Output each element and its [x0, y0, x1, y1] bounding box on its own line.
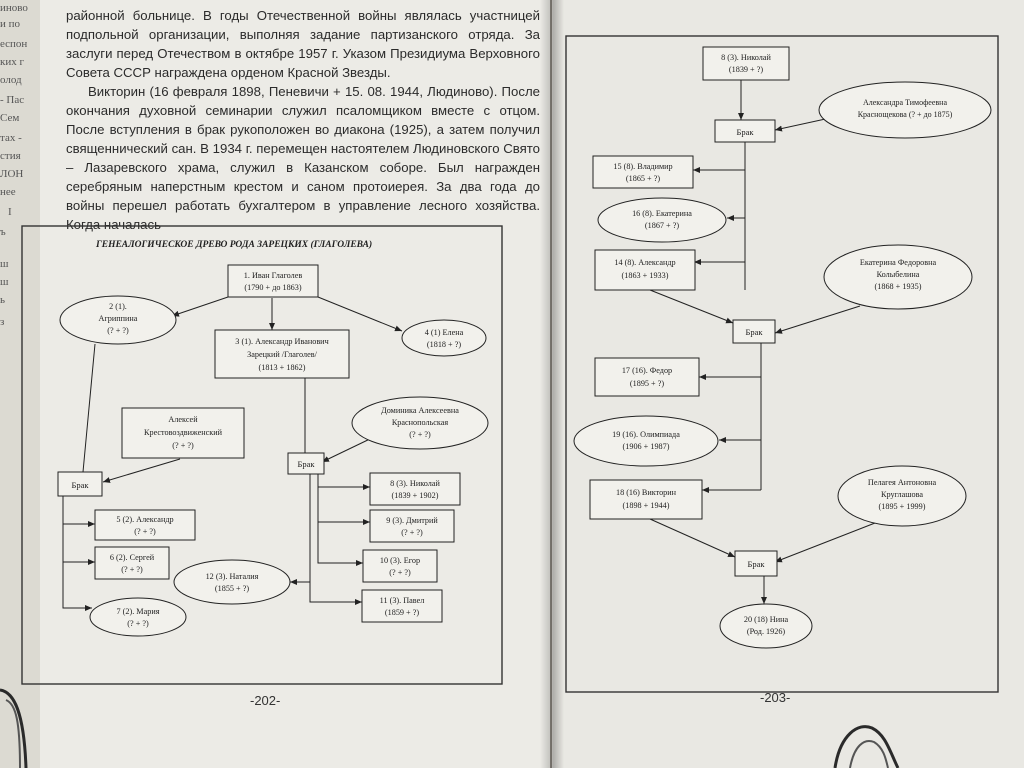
paragraph-2: Викторин (16 февраля 1898, Пеневичи + 15. 08. 1944, Людиново). После окончания духовной семинарии служил псаломщиком вместе с отцом. После вступления в брак рукоположен во диакона (1925), а затем получил священнический сан. В 1934 г. перемещен настоятелем Людиновского Свято – Лазаревского храма, служил в Казанском соборе. Был награжден серебряным наперстным крестом и саном протоиерея. За два года до войны перешел работать бухгалтером в управление лесного хозяйства. Когда началась — [66, 84, 540, 232]
node-line: Агриппина — [98, 314, 138, 323]
node-line: 4 (1) Елена — [424, 328, 464, 337]
node-alexander-ivanovich — [215, 330, 349, 378]
node-line: (? + ?) — [121, 565, 143, 574]
paragraph-1: районной больнице. В годы Отечественной войны являлась участницей подпольной организации, выполняя задание партизанского отряда. За заслуги перед Отечеством в октябре 1957 г. Указом Президиума Верховного Совета СССР награждена орденом Красной Звезды. — [66, 8, 540, 80]
node-line: (? + ?) — [389, 568, 411, 577]
node-line: Александра Тимофеевна — [862, 98, 948, 107]
node-line: (? + ?) — [107, 326, 129, 335]
node-line: Брак — [745, 327, 763, 337]
r-node-ekaterina — [598, 198, 726, 242]
node-line: 12 (3). Наталия — [205, 572, 259, 581]
node-line: (1895 + 1999) — [878, 502, 926, 511]
node-line: Брак — [71, 480, 89, 490]
node-line: 14 (8). Александр — [614, 258, 676, 267]
node-line: Брак — [297, 459, 315, 469]
node-line: (1868 + 1935) — [874, 282, 922, 291]
node-agrippina — [60, 296, 176, 344]
node-brak-center — [288, 453, 324, 474]
node-line: Брак — [736, 127, 754, 137]
r-node-brak-3 — [735, 551, 777, 576]
prev-fragment: ких г — [0, 56, 24, 68]
prev-fragment: тах - — [0, 132, 22, 144]
node-line: (1865 + ?) — [625, 174, 661, 183]
node-line: (1863 + 1933) — [621, 271, 669, 280]
r-node-vladimir — [593, 156, 693, 188]
r-node-fedor — [595, 358, 699, 396]
node-line: Колыбелина — [876, 270, 920, 279]
node-line: (1813 + 1862) — [258, 363, 306, 372]
prev-fragment: I — [8, 206, 12, 218]
paper-clip-right — [835, 727, 898, 768]
node-line: (? + ?) — [409, 430, 431, 439]
node-line: Брак — [747, 559, 765, 569]
node-line: (? + ?) — [172, 441, 194, 450]
node-alexey — [122, 408, 244, 458]
node-line: 8 (3). Николай — [721, 53, 771, 62]
node-pavel — [362, 590, 442, 622]
r-node-olimpiada — [574, 416, 718, 466]
prev-fragment: Сем — [0, 112, 20, 124]
prev-fragment: еспон — [0, 38, 28, 50]
node-line: (1859 + ?) — [384, 608, 420, 617]
node-line: 19 (16). Олимпиада — [612, 430, 680, 439]
node-line: 6 (2). Сергей — [109, 553, 155, 562]
r-node-brak-1 — [715, 120, 775, 142]
node-line: 8 (3). Николай — [390, 479, 440, 488]
node-dominika — [352, 397, 488, 449]
prev-fragment: иново — [0, 2, 28, 14]
node-line: (1855 + ?) — [214, 584, 250, 593]
node-dmitry — [370, 510, 454, 542]
node-brak-left — [58, 472, 102, 496]
prev-fragment: олод — [0, 74, 22, 86]
node-line: Краснощекова (? + до 1875) — [857, 110, 953, 119]
node-line: 10 (3). Егор — [379, 556, 421, 565]
node-line: (1818 + ?) — [426, 340, 462, 349]
node-line: 1. Иван Глаголев — [243, 271, 303, 280]
node-maria — [90, 598, 186, 636]
node-egor — [363, 550, 437, 582]
node-line: (1898 + 1944) — [622, 501, 670, 510]
r-node-viktorin — [590, 480, 702, 519]
prev-fragment: ш — [0, 276, 9, 288]
node-line: (? + ?) — [127, 619, 149, 628]
left-diagram-title: ГЕНЕАЛОГИЧЕСКОЕ ДРЕВО РОДА ЗАРЕЦКИХ (ГЛАГОЛЕВА) — [96, 240, 373, 250]
paper-clip-left — [0, 690, 26, 768]
r-node-pelageya — [838, 466, 966, 526]
node-line: 18 (16) Викторин — [615, 488, 677, 497]
node-line: (1906 + 1987) — [622, 442, 670, 451]
node-line: (1895 + ?) — [629, 379, 665, 388]
r-node-alexandra-t — [819, 82, 991, 138]
prev-fragment: ш — [0, 258, 9, 270]
node-line: Доминика Алексеевна — [381, 406, 459, 415]
node-line: 7 (2). Мария — [116, 607, 160, 616]
node-line: (1839 + ?) — [728, 65, 764, 74]
node-line: 15 (8). Владимир — [613, 162, 673, 171]
node-line: Крестовоздвиженский — [144, 428, 222, 437]
node-line: Круглашова — [881, 490, 923, 499]
node-line: 17 (16). Федор — [621, 366, 673, 375]
node-line: (1867 + ?) — [644, 221, 680, 230]
node-line: 11 (3). Павел — [379, 596, 425, 605]
r-node-nikolay — [703, 47, 789, 80]
node-alexander-2 — [95, 510, 195, 540]
node-line: (1839 + 1902) — [391, 491, 439, 500]
paper-clip-right-inner — [850, 741, 888, 768]
node-line: 5 (2). Александр — [116, 515, 174, 524]
node-line: (? + ?) — [134, 527, 156, 536]
node-line: Алексей — [168, 415, 198, 424]
prev-fragment: ь — [0, 294, 6, 306]
prev-fragment: з — [0, 316, 5, 328]
node-line: Краснопольская — [391, 418, 449, 427]
node-line: Екатерина Федоровна — [859, 258, 937, 267]
node-natalia — [174, 560, 290, 604]
node-nikolay — [370, 473, 460, 505]
node-line: 20 (18) Нина — [743, 615, 789, 624]
prev-fragment: - Пас — [0, 94, 25, 106]
r-node-nina — [720, 604, 812, 648]
node-line: (Род. 1926) — [746, 627, 786, 636]
node-line: (? + ?) — [401, 528, 423, 537]
prev-fragment: ЛОН — [0, 168, 24, 180]
r-node-brak-2 — [733, 320, 775, 343]
node-ivan — [228, 265, 318, 297]
node-line: 16 (8). Екатерина — [632, 209, 692, 218]
node-line: Пелагея Антоновна — [867, 478, 937, 487]
prev-fragment: и по — [0, 18, 21, 30]
node-line: Зарецкий /Глаголев/ — [247, 350, 317, 359]
r-node-alexander — [595, 250, 695, 290]
prev-fragment: ъ — [0, 226, 6, 238]
prev-fragment: стия — [0, 150, 21, 162]
r-node-ekaterina-f — [824, 245, 972, 309]
node-line: 3 (1). Александр Иванович — [235, 337, 329, 346]
node-line: 2 (1). — [109, 302, 127, 311]
page-number-left: -202- — [250, 693, 281, 708]
node-line: (1790 + до 1863) — [244, 283, 302, 292]
page-number-right: -203- — [760, 690, 791, 705]
node-elena — [402, 320, 486, 356]
node-line: 9 (3). Дмитрий — [386, 516, 438, 525]
prev-fragment: нее — [0, 186, 16, 198]
node-sergey — [95, 547, 169, 579]
